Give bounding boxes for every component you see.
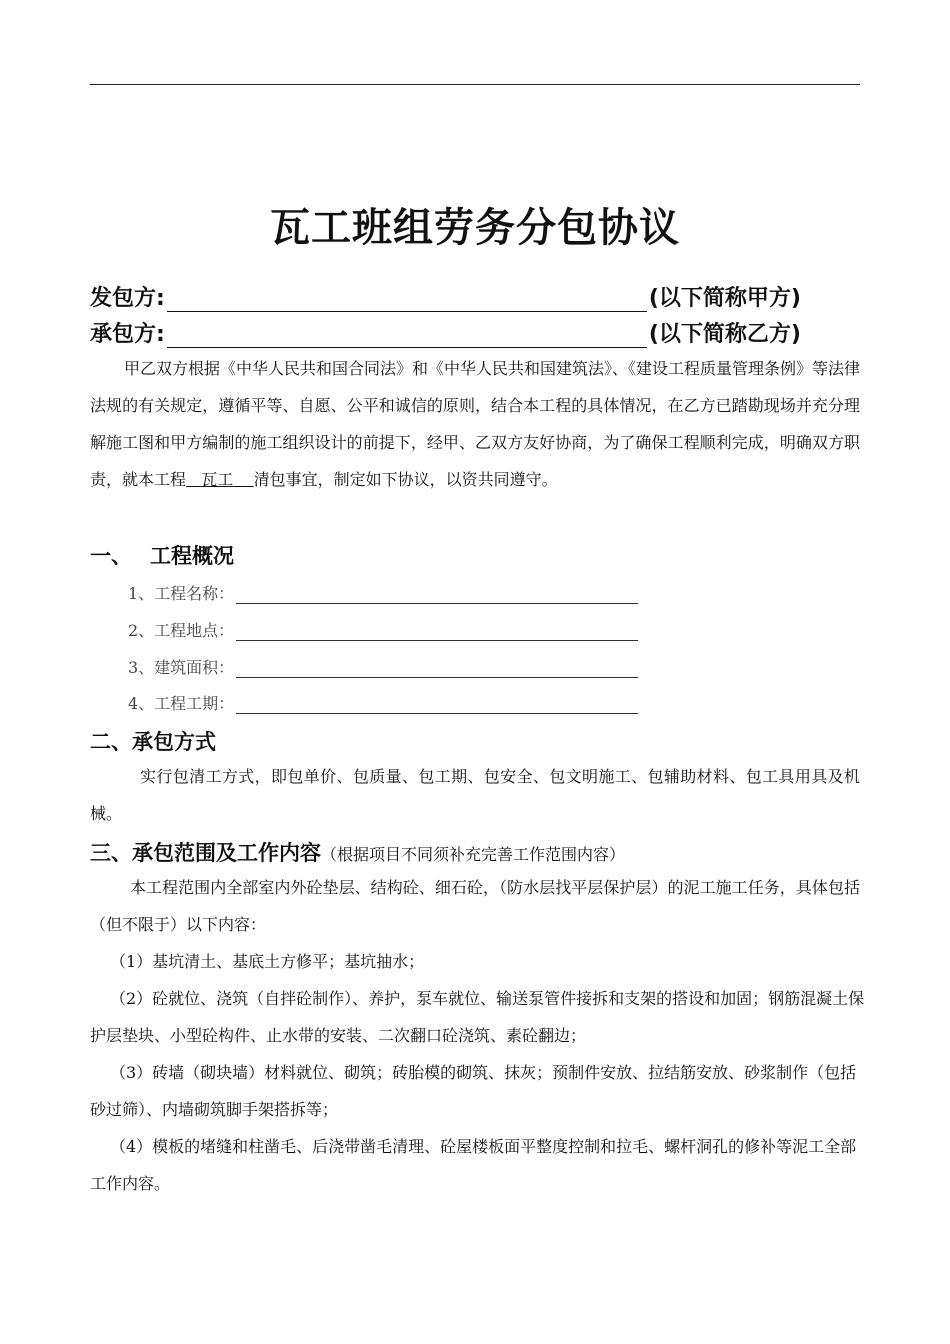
- field-project-duration-label: 4、工程工期：: [128, 694, 235, 713]
- section-2-body: 实行包清工方式，即包单价、包质量、包工期、包安全、包文明施工、包辅助材料、包工具用具及机械。: [90, 767, 860, 823]
- field-building-area-label: 3、建筑面积：: [128, 658, 235, 677]
- party-b-suffix: (以下简称乙方): [648, 322, 801, 347]
- party-b-label: 承包方:: [90, 322, 165, 347]
- field-building-area-blank[interactable]: [236, 657, 638, 678]
- field-project-location-blank[interactable]: [236, 620, 638, 641]
- party-a-row: [90, 282, 870, 312]
- field-project-location-label: 2、工程地点：: [128, 621, 235, 640]
- field-project-location: [128, 617, 638, 641]
- field-project-name: [128, 580, 638, 604]
- document-title: 瓦工班组劳务分包协议: [270, 205, 680, 251]
- party-b-blank[interactable]: [167, 323, 647, 348]
- party-a-blank[interactable]: [167, 287, 647, 312]
- party-b-row: [90, 318, 870, 348]
- section-3-title: 三、承包范围及工作内容: [90, 841, 321, 865]
- section-3-body: 本工程范围内全部室内外砼垫层、结构砼、细石砼，（防水层找平层保护层）的泥工施工任务，具体包括（但不限于）以下内容：: [90, 878, 860, 934]
- party-a-suffix: (以下简称甲方): [648, 286, 801, 311]
- intro-paragraph: [90, 350, 860, 498]
- party-a-label: 发包方:: [90, 286, 165, 311]
- intro-trade: 瓦工: [201, 470, 234, 489]
- scope-item-2: （2）砼就位、浇筑（自拌砼制作）、养护，泵车就位、输送泵管件接拆和支架的搭设和加固；钢筋混凝土保护层垫块、小型砼构件、止水带的安装、二次翻口砼浇筑、素砼翻边；: [90, 989, 865, 1045]
- scope-item-1: （1）基坑清土、基底土方修平；基坑抽水；: [110, 952, 425, 971]
- scope-item-3: （3）砖墙（砌块墙）材料就位、砌筑；砖胎模的砌筑、抹灰；预制件安放、拉结筋安放、砂浆制作（包括砂过筛）、内墙砌筑脚手架搭拆等；: [90, 1063, 857, 1119]
- field-project-name-blank[interactable]: [236, 583, 638, 604]
- header-rule: [90, 84, 860, 85]
- intro-trade-underlined: [186, 470, 254, 489]
- section-2-heading: 二、承包方式: [90, 730, 216, 754]
- field-building-area: [128, 654, 638, 678]
- field-project-name-label: 1、工程名称：: [128, 584, 235, 603]
- intro-text-1: 甲乙双方根据《中华人民共和国合同法》和《中华人民共和国建筑法》、《建设工程质量管理条例》等法律法规的有关规定，遵循平等、自愿、公平和诚信的原则，结合本工程的具体情况，在乙方已踏勘现场并充分理解施工图和甲方编制的施工组织设计的前提下，经甲、乙双方友好协商，为了确保工程顺利完成，明确双方职责，就本工程: [90, 359, 861, 489]
- field-project-duration-blank[interactable]: [236, 693, 638, 714]
- field-project-duration: [128, 690, 638, 714]
- section-1-number: 一、: [90, 544, 132, 568]
- scope-item-4: （4）模板的堵缝和柱凿毛、后浇带凿毛清理、砼屋楼板面平整度控制和拉毛、螺杆洞孔的修补等泥工全部工作内容。: [90, 1137, 857, 1193]
- section-1-heading: [90, 540, 234, 570]
- section-1-title: 工程概况: [150, 544, 234, 568]
- section-3-note: （根据项目不同须补充完善工作范围内容）: [321, 845, 626, 864]
- section-3-heading: [90, 837, 625, 867]
- intro-text-2: 清包事宜，制定如下协议，以资共同遵守。: [253, 470, 558, 489]
